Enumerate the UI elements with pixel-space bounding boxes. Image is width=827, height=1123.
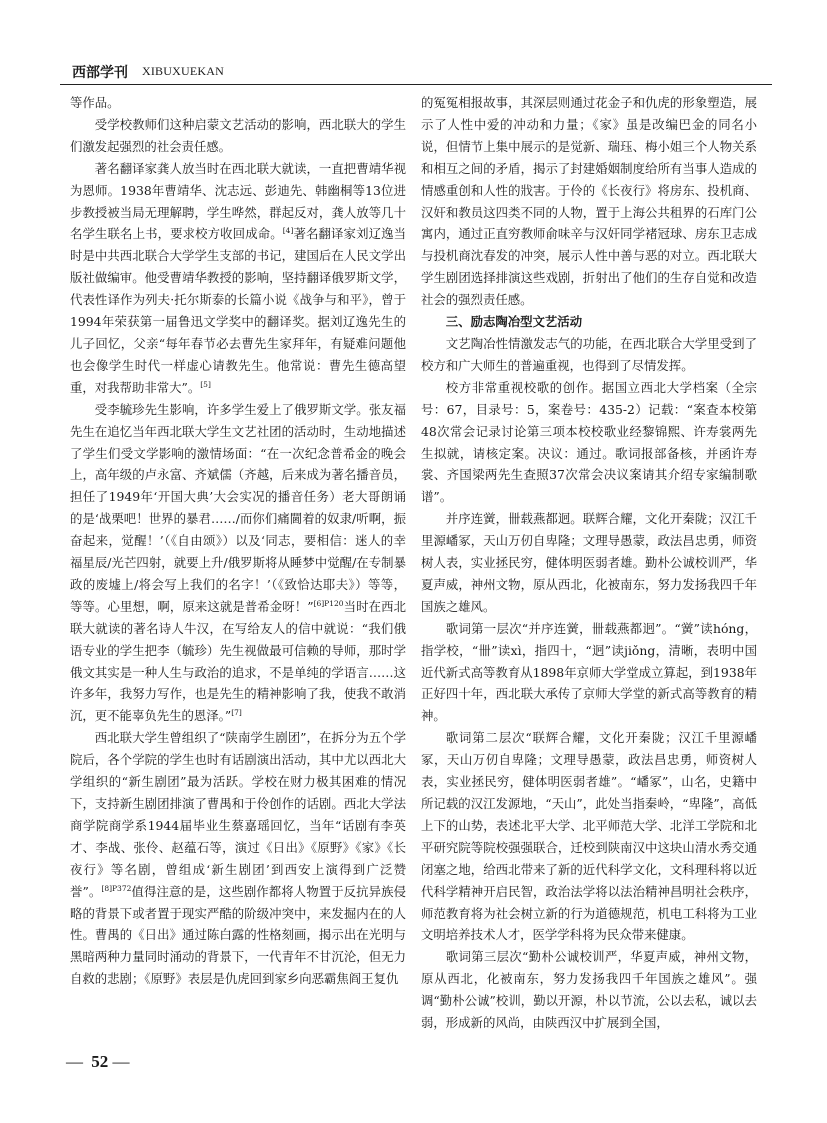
page-footer: [66, 1052, 134, 1072]
paragraph: [421, 333, 757, 377]
paragraph: [70, 92, 406, 114]
paragraph-text: 著名翻译家龚人放当时在西北联大就读，一直把曹靖华视为恩师。1938年曹靖华、沈志远、彭迪先、韩幽桐等13位进步教授被当局无理解聘，学生哗然，群起反对，龚人放等几十名学生联名上书，要求校方收回成命。: [70, 160, 406, 242]
citation-marker: [6]P120: [313, 598, 344, 608]
paragraph-text: 等作品。: [70, 95, 120, 110]
journal-pinyin: XIBUXUEKAN: [142, 64, 224, 78]
paragraph: [421, 727, 757, 946]
paragraph-text: 受学校教师们这种启蒙文艺活动的影响，西北联大的学生们激发起强烈的社会责任感。: [70, 116, 406, 154]
section-heading: 三、励志陶冶型文艺活动: [445, 314, 583, 330]
paragraph-text: 校方非常重视校歌的创作。据国立西北大学档案（全宗号：67，目录号：5，案卷号：435-2）记载：“案查本校第48次常会记录讨论第三项本校校歌业经黎锦熙、许寿裳两先生拟就，请核定案。决议：通过。歌词报部备核，并函许寿裳、齐国梁两先生查照37次常会决议案请其介绍专家编制歌谱”。: [421, 379, 757, 505]
paragraph-text-continued: 当时在西北联大就读的著名诗人牛汉，在写给友人的信中就说：“我们俄语专业的学生把李（毓珍）先生视做最可信赖的导师，那时学俄文其实是一种人生与政治的追求，不是单纯的学语言……这许多年，我努力写作，也是先生的精神影响了我，使我不敢消沉，更不能辜负先生的恩泽。”: [70, 598, 406, 724]
paragraph-text-continued: 著名翻译家刘辽逸当时是中共西北联合大学学生支部的书记，建国后在人民文学出版社做编审。他受曹靖华教授的影响，坚持翻译俄罗斯文学，代表性译作为列夫·托尔斯泰的长篇小说《战争与和平》，曾于1994年荣获第一届鲁迅文学奖中的翻译奖。据刘辽逸先生的儿子回忆，父亲“每年春节必去曹先生家拜年，有疑难问题他也会像学生时代一样虚心请教先生。他常说：曹先生德高望重，对我帮助非常大”。: [70, 226, 407, 395]
paragraph: [421, 618, 757, 728]
journal-title: 西部学刊: [72, 65, 128, 81]
page-number: 52: [91, 1052, 109, 1071]
footer-dash: —: [66, 1052, 83, 1071]
paragraph-text: 西北联大学生曾组织了“陕南学生剧团”，在拆分为五个学院后，各个学院的学生也时有话剧演出活动，其中尤以西北大学组织的“新生剧团”最为活跃。学校在财力极其困难的情况下，支持新生剧团排演了曹禺和于伶创作的话剧。西北大学法商学院商学系1944届毕业生蔡嘉瑶回忆，当年“话剧有李英才、李战、张伶、赵蕴石等，演过《日出》《原野》《家》《长夜行》等名剧，曾组成‘新生剧团’到西安上演得到广泛赞誉”。: [70, 730, 406, 899]
paragraph-text: 受李毓珍先生影响，许多学生爱上了俄罗斯文学。张友福先生在追忆当年西北联大学生文艺社团的活动时，生动地描述了学生们受文学影响的激情场面：“在一次纪念普希金的晚会上，高年级的卢永富、齐斌儒（齐越，后来成为著名播音员，担任了1949年‘开国大典’大会实况的播音任务）老大哥朗诵的是‘战栗吧！世界的暴君……/而你们痛閫着的奴隶/听啊，振奋起来，觉醒！’（《自由颂》）以及‘同志，要相信：迷人的幸福星辰/光芒四射，就要上升/俄罗斯将从睡梦中觉醒/在专制暴政的废墟上/将会写上我们的名字！’（《致恰达耶夫》）等等，等等。心里想，啊，原来这就是普希金呀！”: [70, 401, 406, 614]
paragraph-text-continued: 值得注意的是，这些剧作都将人物置于反抗异族侵略的背景下或者置于现实严酷的阶级冲突中，来发掘内在的人性。曹禺的《日出》通过陈白露的性格刻画，揭示出在光明与黑暗两种力量同时涌动的背景下，一代青年不甘沉沦，但无力自救的悲剧；《原野》表层是仇虎回到家乡向恶霸焦阎王复仇: [70, 883, 406, 987]
citation-marker: [4]: [282, 226, 294, 236]
paragraph-text: 的冤冤相报故事，其深层则通过花金子和仇虎的形象塑造，展示了人性中爱的冲动和力量；《家》虽是改编巴金的同名小说，但情节上集中展示的是觉新、瑞珏、梅小姐三个人物关系和相互之间的矛盾，揭示了封建婚姻制度给所有当事人造成的情感重创和人性的戕害。于伶的《长夜行》将房东、投机商、汉奸和教员这四类不同的人物，置于上海公共租界的石库门公寓内，通过正直穷教师俞味辛与汉奸同学褚冠球、房东卫志成与投机商沈春发的冲突，展示人性中善与恶的对立。西北联大学生剧团选择排演这些戏剧，折射出了他们的生存自觉和改造社会的强烈责任感。: [421, 95, 757, 308]
paragraph: [70, 727, 406, 990]
right-column: [421, 92, 757, 1034]
paragraph-text: 歌词第一层次“并序连黉，卌载燕都迥”。“黉”读hóng，指学校，“卌”读xì，指四十，“迥”读jiǒng，清晰，表明中国近代新式高等教育从1898年京师大学堂成立算起，到1938年正好四十年，西北联大承传了京师大学堂的新式高等教育的精神。: [421, 620, 757, 724]
paragraph-text: 歌词第二层次“联辉合耀，文化开秦陇；汉江千里源嶓冢，天山万仞自卑隆；文理导愚蒙，政法昌忠勇，师资树人表，实业拯民穷，健体明医弱者雄”。“嶓冢”，山名，史籍中所记载的汉江发源地，“天山”，此处当指秦岭，“卑隆”，高低上下的山势，表述北平大学、北平师范大学、北洋工学院和北平研究院等院校强强联合，迁校到陕南汉中这块山清水秀交通闭塞之地，给西北带来了新的近代科学文化，文科理科将以近代科学精神开启民智，政治法学将以法治精神昌明社会秩序，师范教育将为社会树立新的行为道德规范，机电工科将为工业文明培养技术人才，医学学科将为民众带来健康。: [421, 730, 757, 943]
citation-marker: [8]P372: [101, 883, 132, 893]
paragraph: [421, 92, 757, 311]
citation-marker: [7]: [231, 708, 242, 718]
paragraph-text: 并序连黉，卌载燕都迥。联辉合耀，文化开秦陇；汉江千里源嶓冢，天山万仞自卑隆；文理导愚蒙，政法昌忠勇，师资树人表，实业拯民穷，健体明医弱者雄。勤朴公诚校训严，华夏声威，神州文物，原从西北，化被南东，努力发扬我四千年国族之雄风。: [421, 511, 757, 614]
paragraph: [70, 158, 406, 399]
footer-dash-after: —: [112, 1052, 130, 1071]
paragraph: [70, 399, 406, 728]
paragraph-text: 文艺陶冶性情激发志气的功能，在西北联合大学里受到了校方和广大师生的普遍重视，也得到了尽情发挥。: [421, 335, 757, 373]
running-header: [60, 58, 772, 85]
citation-marker: [5]: [200, 379, 211, 389]
paragraph: [421, 508, 757, 618]
paragraph: [421, 946, 757, 1034]
left-column: [70, 92, 406, 990]
paragraph-text: 歌词第三层次“勤朴公诚校训严，华夏声威，神州文物，原从西北，化被南东，努力发扬我四千年国族之雄风”。强调“勤朴公诚”校训，勤以开源，朴以节流，公以去私，诚以去弱，形成新的风尚，由陕西汉中扩展到全国，: [421, 949, 757, 1031]
paragraph: [421, 377, 757, 508]
paragraph: [70, 114, 406, 158]
